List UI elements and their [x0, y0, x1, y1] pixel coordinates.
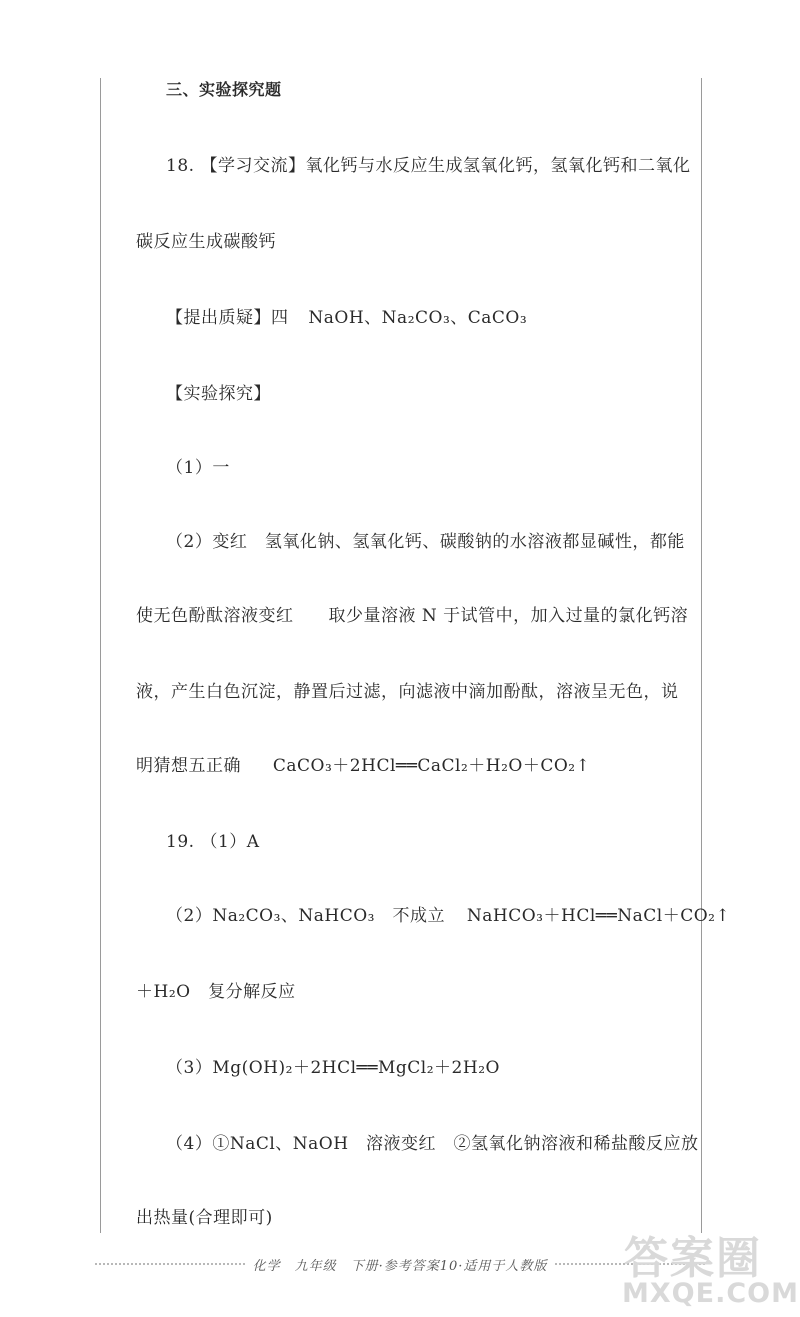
q18-equation: CaCO₃＋2HCl══CaCl₂＋H₂O＋CO₂↑ — [272, 756, 591, 776]
q18-doubt — [166, 306, 527, 330]
q19-part-3: （3）Mg(OH)₂＋2HCl══MgCl₂＋2H₂O — [166, 1058, 500, 1078]
left-margin-rule — [100, 78, 101, 1233]
q18-doubt-formula: NaOH、Na₂CO₃、CaCO₃ — [308, 308, 528, 328]
q19-part-2-equation: NaHCO₃＋HCl══NaCl＋CO₂↑ — [466, 906, 731, 926]
q19-part-2-answer: （2）Na₂CO₃、NaHCO₃ 不成立 — [166, 906, 445, 926]
page-footer — [95, 1254, 705, 1274]
q18-line-2: 碳反应生成碳酸钙 — [136, 232, 276, 252]
q18-part-2-line-4 — [136, 754, 590, 778]
q18-part-2-line-1: （2）变红 氢氧化钠、氢氧化钙、碳酸钠的水溶液都显碱性，都能 — [166, 532, 685, 552]
section-title: 三、实验探究题 — [166, 80, 282, 99]
watermark-logo-text: 答案圈 — [624, 1233, 762, 1284]
q19-part-1: 19. （1）A — [166, 832, 260, 852]
q19-part-4-line-1: （4）①NaCl、NaOH 溶液变红 ②氢氧化钠溶液和稀盐酸反应放 — [166, 1134, 699, 1154]
footer-text: 化学 九年级 下册·参考答案10·适用于人教版 — [252, 1258, 548, 1274]
q18-part-2-line-2: 使无色酚酞溶液变红 取少量溶液 N 于试管中，加入过量的氯化钙溶 — [136, 606, 689, 626]
q18-explore-label: 【实验探究】 — [166, 384, 271, 404]
site-watermark — [620, 1222, 799, 1312]
footer-dotted-rule-left — [95, 1263, 245, 1265]
q18-part-1: （1）一 — [166, 458, 230, 478]
q18-line-1: 18. 【学习交流】氧化钙与水反应生成氢氧化钙，氢氧化钙和二氧化 — [166, 156, 691, 176]
q18-part-2-line-3: 液，产生白色沉淀，静置后过滤，向滤液中滴加酚酞，溶液呈无色，说 — [136, 682, 679, 702]
q19-part-4-line-2: 出热量(合理即可) — [136, 1208, 273, 1228]
right-margin-rule — [701, 78, 702, 1233]
q18-doubt-label: 【提出质疑】四 — [166, 308, 289, 328]
q18-conclusion: 明猜想五正确 — [136, 756, 241, 776]
watermark-domain: MXQE.COM — [622, 1278, 799, 1309]
q19-part-2-line-2: ＋H₂O 复分解反应 — [136, 982, 296, 1002]
q19-part-2-line-1 — [166, 904, 730, 928]
